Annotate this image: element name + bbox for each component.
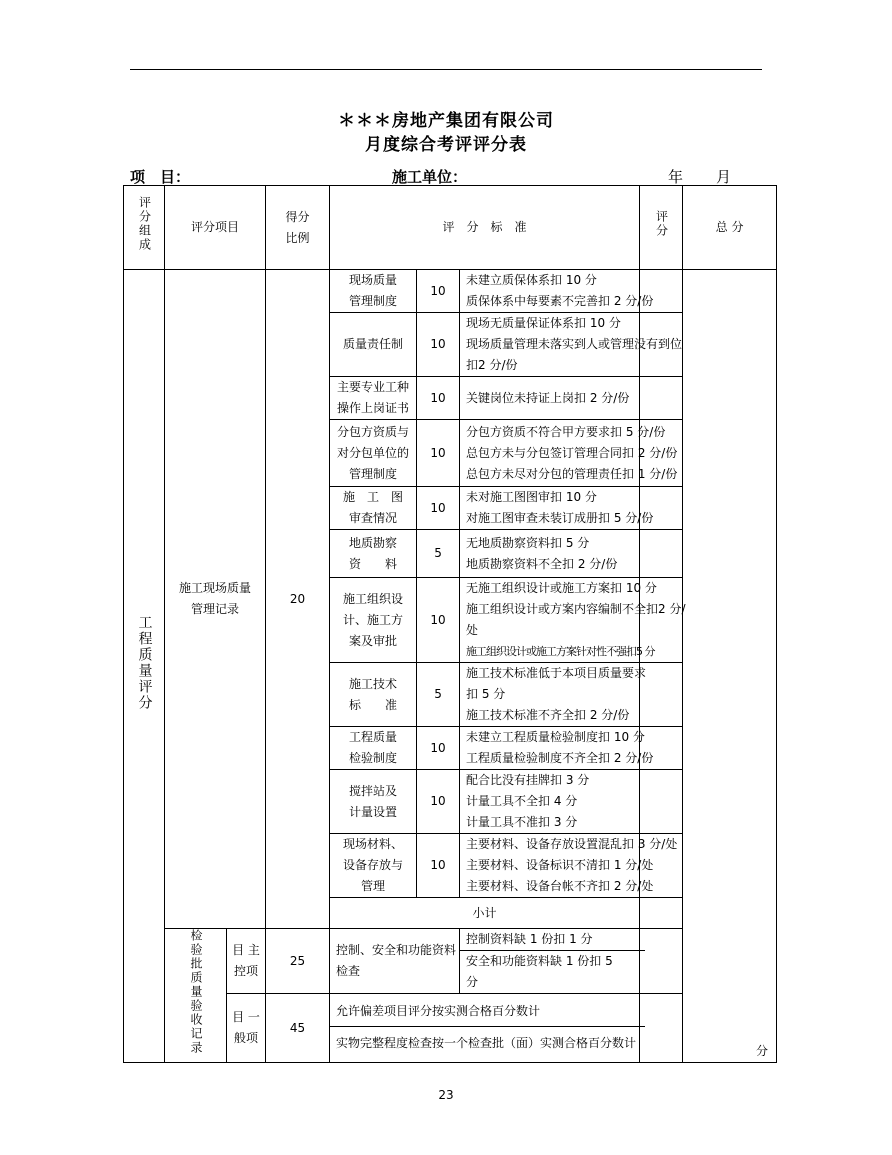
row-score-cell [640, 530, 683, 578]
main-control-criteria: 控制资料缺 1 份扣 1 分 安全和功能资料缺 1 份扣 5 分 [460, 929, 640, 994]
inspection-label: 检验批质量验收记录 [165, 929, 227, 1063]
row-criteria: 无施工组织设计或施工方案扣 10 分 施工组织设计或方案内容编制不全扣2 分/ 处 施工组织设计或施工方案针对性不强扣5 分 [460, 578, 640, 663]
year-label: 年 [668, 168, 684, 186]
row-item-name: 现场材料、 设备存放与 管理 [330, 834, 417, 898]
general-criteria: 允许偏差项目评分按实测合格百分数计 实物完整程度检查按一个检查批（面）实测合格百分数计 [330, 994, 640, 1063]
row-item-name: 搅拌站及 计量设置 [330, 770, 417, 834]
row-points: 10 [417, 270, 460, 313]
header-item: 评分项目 [165, 186, 266, 270]
row-points: 10 [417, 834, 460, 898]
row-criteria: 配合比没有挂牌扣 3 分 计量工具不全扣 4 分 计量工具不准扣 3 分 [460, 770, 640, 834]
row-item-name: 主要专业工种 操作上岗证书 [330, 377, 417, 420]
score-table [123, 185, 777, 1063]
row-item-name: 工程质量 检验制度 [330, 727, 417, 770]
header-total: 总 分 [683, 186, 777, 270]
row-score-cell [640, 377, 683, 420]
row-criteria: 分包方资质不符合甲方要求扣 5 分/份 总包方未与分包签订管理合同扣 2 分/份 总包方未尽对分包的管理责任扣 1 分/份 [460, 420, 640, 487]
row-points: 5 [417, 530, 460, 578]
row-points: 10 [417, 578, 460, 663]
header-ratio: 得分 比例 [266, 186, 330, 270]
page-number: 23 [438, 1088, 454, 1102]
row-points: 10 [417, 770, 460, 834]
row-criteria: 未建立质保体系扣 10 分 质保体系中每要素不完善扣 2 分/份 [460, 270, 640, 313]
row-points: 10 [417, 377, 460, 420]
row-criteria: 未对施工图图审扣 10 分 对施工图审查未装订成册扣 5 分/份 [460, 487, 640, 530]
main-control-item: 控制、安全和功能资料检查 [330, 929, 460, 994]
project-label: 项 目： [130, 168, 191, 186]
total-score-cell: 分 [683, 270, 777, 1063]
row-item-name: 施工技术 标 准 [330, 663, 417, 727]
general-score-cell [640, 994, 683, 1063]
row-criteria: 关键岗位未持证上岗扣 2 分/份 [460, 377, 640, 420]
row-points: 10 [417, 420, 460, 487]
row-criteria: 施工技术标准低于本项目质量要求 扣 5 分 施工技术标准不齐全扣 2 分/份 [460, 663, 640, 727]
section-name: 工程质量评分 [124, 270, 165, 1063]
header-component: 评分组成 [124, 186, 165, 270]
subtotal-score-cell [640, 898, 683, 929]
row-item-name: 分包方资质与 对分包单位的 管理制度 [330, 420, 417, 487]
main-control-label: 目 主 控项 [227, 929, 266, 994]
row-points: 10 [417, 487, 460, 530]
site-record-label: 施工现场质量 管理记录 [165, 270, 266, 929]
company-title: ＊＊＊房地产集团有限公司 [338, 111, 554, 131]
general-label: 目 一 般项 [227, 994, 266, 1063]
main-control-ratio: 25 [266, 929, 330, 994]
row-criteria: 主要材料、设备存放设置混乱扣 3 分/处 主要材料、设备标识不清扣 1 分/处 主要材料、设备台帐不齐扣 2 分/处 [460, 834, 640, 898]
subtotal-label: 小计 [330, 898, 640, 929]
row-score-cell [640, 770, 683, 834]
row-points: 10 [417, 313, 460, 377]
row-points: 10 [417, 727, 460, 770]
site-record-ratio: 20 [266, 270, 330, 929]
header-score: 评分 [640, 186, 683, 270]
row-criteria: 无地质勘察资料扣 5 分 地质勘察资料不全扣 2 分/份 [460, 530, 640, 578]
row-item-name: 施 工 图 审查情况 [330, 487, 417, 530]
construction-unit-label: 施工单位： [392, 168, 468, 186]
form-title: 月度综合考评评分表 [365, 135, 527, 155]
row-criteria: 现场无质量保证体系扣 10 分 现场质量管理未落实到人或管理没有到位 扣2 分/份 [460, 313, 640, 377]
general-ratio: 45 [266, 994, 330, 1063]
row-item-name: 质量责任制 [330, 313, 417, 377]
main-control-score-cell [640, 929, 683, 994]
row-points: 5 [417, 663, 460, 727]
row-item-name: 现场质量 管理制度 [330, 270, 417, 313]
header-standard: 评 分 标 准 [330, 186, 640, 270]
row-item-name: 施工组织设 计、施工方 案及审批 [330, 578, 417, 663]
top-rule [130, 69, 762, 70]
month-label: 月 [716, 168, 732, 186]
row-criteria: 未建立工程质量检验制度扣 10 分 工程质量检验制度不齐全扣 2 分/份 [460, 727, 640, 770]
row-item-name: 地质勘察 资 料 [330, 530, 417, 578]
